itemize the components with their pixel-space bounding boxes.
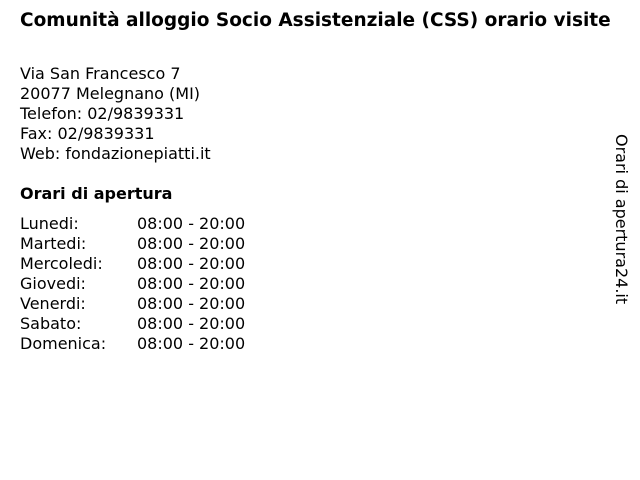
day-label: Lunedi: xyxy=(20,214,79,233)
day-label: Domenica: xyxy=(20,334,107,353)
site-watermark: Orari di apertura24.it xyxy=(612,134,631,305)
phone-number: Telefon: 02/9839331 xyxy=(20,104,185,123)
hours-heading: Orari di apertura xyxy=(20,184,173,203)
day-label: Mercoledi: xyxy=(20,254,103,273)
time-range: 08:00 - 20:00 xyxy=(137,294,246,313)
time-range: 08:00 - 20:00 xyxy=(137,274,246,293)
time-range: 08:00 - 20:00 xyxy=(137,334,246,353)
hours-row xyxy=(20,334,245,354)
day-label: Sabato: xyxy=(20,314,82,333)
time-range: 08:00 - 20:00 xyxy=(137,254,246,273)
day-label: Martedi: xyxy=(20,234,87,253)
hours-row xyxy=(20,254,245,274)
hours-row xyxy=(20,294,245,314)
day-label: Giovedi: xyxy=(20,274,86,293)
hours-row xyxy=(20,234,245,254)
time-range: 08:00 - 20:00 xyxy=(137,214,246,233)
city-line: 20077 Melegnano (MI) xyxy=(20,84,201,103)
fax-number: Fax: 02/9839331 xyxy=(20,124,155,143)
page-title: Comunità alloggio Socio Assistenziale (CSS) orario visite xyxy=(20,10,611,31)
time-range: 08:00 - 20:00 xyxy=(137,234,246,253)
hours-row xyxy=(20,274,245,294)
hours-row xyxy=(20,214,245,234)
hours-table xyxy=(20,214,245,354)
time-range: 08:00 - 20:00 xyxy=(137,314,246,333)
day-label: Venerdi: xyxy=(20,294,86,313)
hours-row xyxy=(20,314,245,334)
street-address: Via San Francesco 7 xyxy=(20,64,181,83)
website-link: Web: fondazionepiatti.it xyxy=(20,144,211,163)
address-block xyxy=(20,64,211,164)
